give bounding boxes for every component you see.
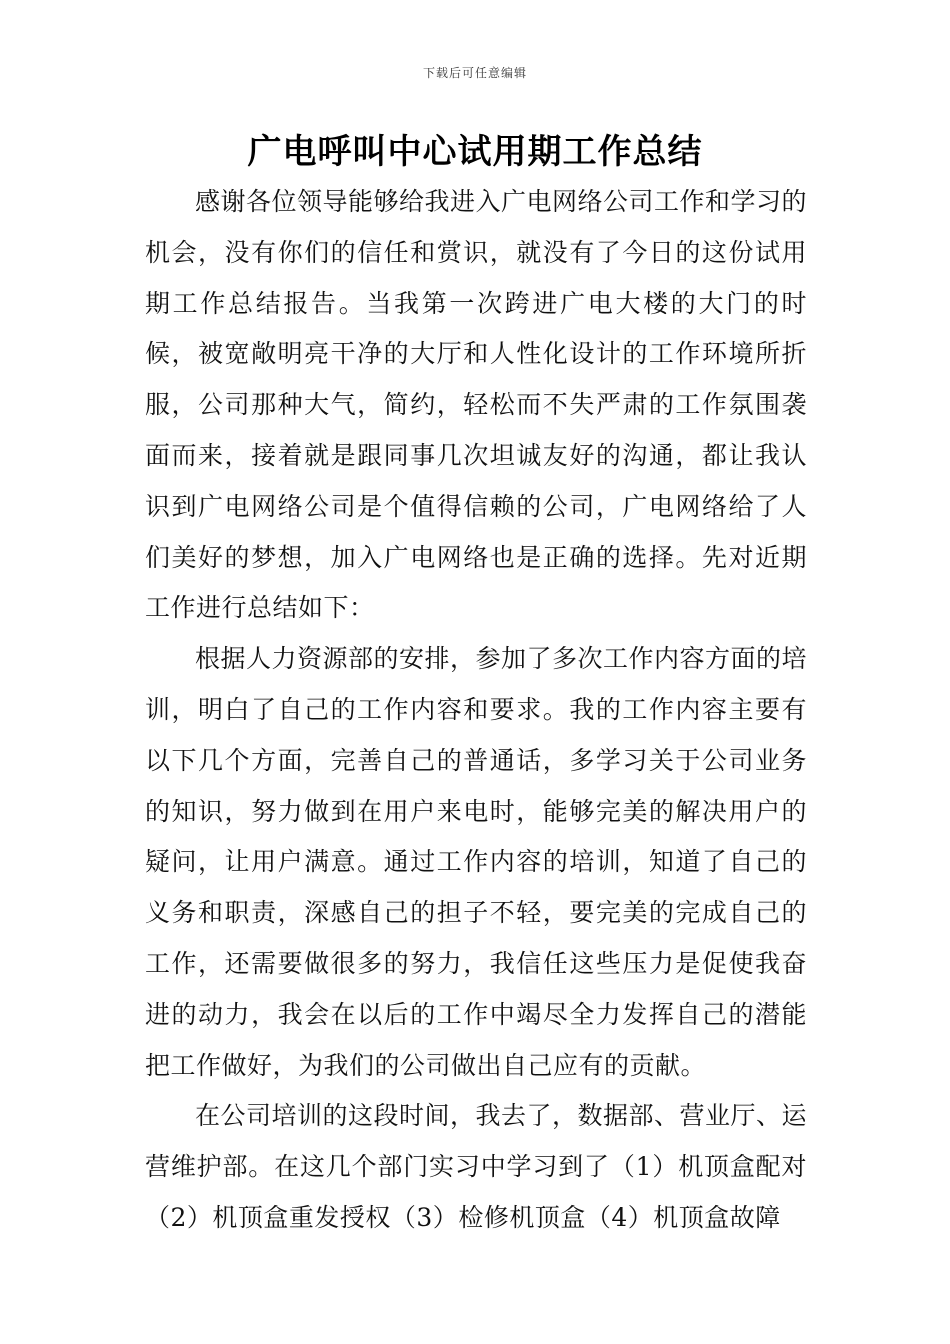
paragraph-1: 感谢各位领导能够给我进入广电网络公司工作和学习的机会，没有你们的信任和赏识，就没有了今日的这份试用期工作总结报告。当我第一次跨进广电大楼的大门的时候，被宽敞明亮干净的大厅和人性化设计的工作环境所折服，公司那种大气，简约，轻松而不失严肃的工作氛围袭面而来，接着就是跟同事几次坦诚友好的沟通，都让我认识到广电网络公司是个值得信赖的公司，广电网络给了人们美好的梦想，加入广电网络也是正确的选择。先对近期工作进行总结如下： <box>145 187 808 623</box>
header-note: 下载后可任意编辑 <box>422 66 527 80</box>
paragraph-2: 根据人力资源部的安排，参加了多次工作内容方面的培训，明白了自己的工作内容和要求。我的工作内容主要有以下几个方面，完善自己的普通话，多学习关于公司业务的知识，努力做到在用户来电时，能够完美的解决用户的疑问，让用户满意。通过工作内容的培训，知道了自己的义务和职责，深感自己的担子不轻，要完美的完成自己的工作，还需要做很多的努力，我信任这些压力是促使我奋进的动力，我会在以后的工作中竭尽全力发挥自己的潜能把工作做好，为我们的公司做出自己应有的贡献。 <box>145 644 808 1080</box>
paragraph-3: 在公司培训的这段时间，我去了，数据部、营业厅、运营维护部。在这几个部门实习中学习到了（1）机顶盒配对（2）机顶盒重发授权（3）检修机顶盒（4）机顶盒故障 <box>145 1101 808 1232</box>
document-title: 广电呼叫中心试用期工作总结 <box>247 132 703 172</box>
document-body <box>145 177 807 1244</box>
